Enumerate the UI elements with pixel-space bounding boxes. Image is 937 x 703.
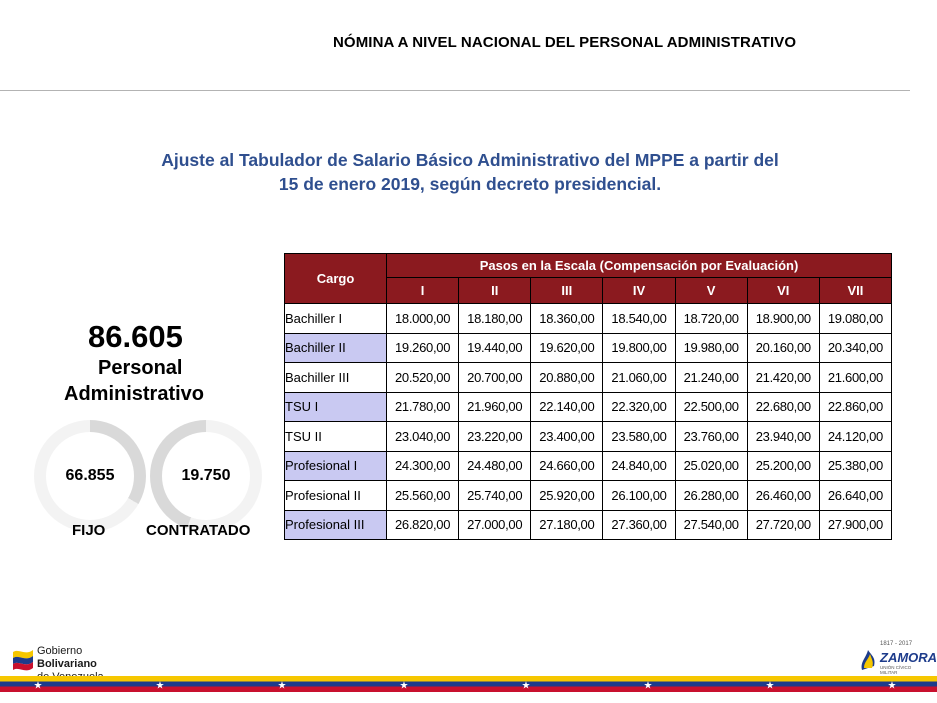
star-icon: ★ bbox=[277, 680, 287, 692]
salary-cell: 27.000,00 bbox=[459, 510, 531, 540]
subtitle-line-1: Ajuste al Tabulador de Salario Básico Administrativo del MPPE a partir del bbox=[161, 150, 779, 170]
subtitle-line-2: 15 de enero 2019, según decreto presidencial. bbox=[278, 174, 662, 194]
salary-cell: 20.880,00 bbox=[531, 363, 603, 393]
page-subtitle bbox=[60, 148, 880, 196]
star-icon: ★ bbox=[765, 680, 775, 692]
salary-cell: 23.220,00 bbox=[459, 422, 531, 452]
salary-cell: 19.800,00 bbox=[603, 333, 675, 363]
cargo-cell: TSU II bbox=[285, 422, 387, 452]
salary-cell: 20.160,00 bbox=[747, 333, 819, 363]
star-icon: ★ bbox=[643, 680, 653, 692]
table-row bbox=[285, 510, 892, 540]
header-divider bbox=[0, 90, 910, 91]
step-header: I bbox=[387, 278, 459, 304]
page-header-title: NÓMINA A NIVEL NACIONAL DEL PERSONAL ADMINISTRATIVO bbox=[333, 34, 797, 51]
table-row bbox=[285, 481, 892, 511]
salary-cell: 19.620,00 bbox=[531, 333, 603, 363]
salary-cell: 22.320,00 bbox=[603, 392, 675, 422]
salary-cell: 20.520,00 bbox=[387, 363, 459, 393]
total-label-line-2: Administrativo bbox=[64, 383, 205, 405]
table-row bbox=[285, 451, 892, 481]
cargo-cell: Profesional II bbox=[285, 481, 387, 511]
salary-cell: 27.180,00 bbox=[531, 510, 603, 540]
salary-cell: 19.080,00 bbox=[819, 304, 891, 334]
contratado-circle bbox=[150, 420, 262, 532]
table-row bbox=[285, 392, 892, 422]
salary-cell: 18.180,00 bbox=[459, 304, 531, 334]
fijo-value: 66.855 bbox=[46, 432, 134, 520]
table-row bbox=[285, 333, 892, 363]
star-icon: ★ bbox=[33, 680, 43, 692]
salary-cell: 24.660,00 bbox=[531, 451, 603, 481]
star-icon: ★ bbox=[155, 680, 165, 692]
cargo-cell: Profesional III bbox=[285, 510, 387, 540]
zamora-name: ZAMORA bbox=[880, 650, 937, 665]
salary-cell: 27.900,00 bbox=[819, 510, 891, 540]
cargo-cell: Bachiller I bbox=[285, 304, 387, 334]
step-header: IV bbox=[603, 278, 675, 304]
cargo-cell: Profesional I bbox=[285, 451, 387, 481]
salary-cell: 27.540,00 bbox=[675, 510, 747, 540]
salary-cell: 24.120,00 bbox=[819, 422, 891, 452]
salary-cell: 25.920,00 bbox=[531, 481, 603, 511]
salary-cell: 23.940,00 bbox=[747, 422, 819, 452]
fijo-circle bbox=[34, 420, 146, 532]
salary-cell: 21.240,00 bbox=[675, 363, 747, 393]
salary-cell: 18.720,00 bbox=[675, 304, 747, 334]
salary-cell: 27.720,00 bbox=[747, 510, 819, 540]
salary-cell: 26.640,00 bbox=[819, 481, 891, 511]
salary-cell: 25.740,00 bbox=[459, 481, 531, 511]
table-row bbox=[285, 422, 892, 452]
salary-cell: 18.000,00 bbox=[387, 304, 459, 334]
zamora-years: 1817 - 2017 bbox=[880, 641, 913, 647]
step-header: VII bbox=[819, 278, 891, 304]
salary-cell: 24.480,00 bbox=[459, 451, 531, 481]
salary-cell: 20.700,00 bbox=[459, 363, 531, 393]
table-row bbox=[285, 363, 892, 393]
total-label-line-1: Personal bbox=[98, 357, 183, 379]
salary-cell: 22.500,00 bbox=[675, 392, 747, 422]
pasos-header: Pasos en la Escala (Compensación por Evaluación) bbox=[387, 254, 892, 278]
salary-cell: 26.100,00 bbox=[603, 481, 675, 511]
salary-cell: 26.460,00 bbox=[747, 481, 819, 511]
salary-cell: 21.780,00 bbox=[387, 392, 459, 422]
star-icon: ★ bbox=[887, 680, 897, 692]
salary-cell: 18.540,00 bbox=[603, 304, 675, 334]
salary-cell: 25.380,00 bbox=[819, 451, 891, 481]
step-header: V bbox=[675, 278, 747, 304]
salary-cell: 23.580,00 bbox=[603, 422, 675, 452]
star-icon: ★ bbox=[521, 680, 531, 692]
salary-cell: 24.300,00 bbox=[387, 451, 459, 481]
gobierno-bolivariano-logo bbox=[11, 642, 131, 676]
salary-cell: 21.060,00 bbox=[603, 363, 675, 393]
salary-cell: 18.360,00 bbox=[531, 304, 603, 334]
zamora-logo bbox=[858, 640, 937, 676]
cargo-cell: Bachiller III bbox=[285, 363, 387, 393]
salary-cell: 19.440,00 bbox=[459, 333, 531, 363]
step-header: III bbox=[531, 278, 603, 304]
salary-cell: 27.360,00 bbox=[603, 510, 675, 540]
salary-cell: 24.840,00 bbox=[603, 451, 675, 481]
total-personal-value: 86.605 bbox=[88, 319, 183, 354]
gob-text-1b: Bolivariano bbox=[37, 658, 97, 670]
salary-cell: 21.600,00 bbox=[819, 363, 891, 393]
salary-cell: 22.140,00 bbox=[531, 392, 603, 422]
venezuela-flag-icon bbox=[11, 646, 35, 672]
salary-cell: 23.040,00 bbox=[387, 422, 459, 452]
salary-cell: 26.280,00 bbox=[675, 481, 747, 511]
zamora-emblem-icon bbox=[858, 646, 880, 672]
salary-table bbox=[284, 253, 892, 540]
step-header: II bbox=[459, 278, 531, 304]
cargo-header: Cargo bbox=[285, 254, 387, 304]
salary-cell: 21.960,00 bbox=[459, 392, 531, 422]
salary-cell: 19.260,00 bbox=[387, 333, 459, 363]
contratado-value: 19.750 bbox=[162, 432, 250, 520]
salary-cell: 20.340,00 bbox=[819, 333, 891, 363]
salary-cell: 23.760,00 bbox=[675, 422, 747, 452]
salary-cell: 18.900,00 bbox=[747, 304, 819, 334]
salary-cell: 19.980,00 bbox=[675, 333, 747, 363]
contratado-label: CONTRATADO bbox=[146, 522, 251, 539]
zamora-subtitle: UNIÓN CÍVICO MILITAR bbox=[880, 665, 912, 675]
salary-cell: 21.420,00 bbox=[747, 363, 819, 393]
star-icon: ★ bbox=[399, 680, 409, 692]
salary-cell: 22.680,00 bbox=[747, 392, 819, 422]
footer-stars bbox=[0, 676, 937, 692]
salary-cell: 25.020,00 bbox=[675, 451, 747, 481]
cargo-cell: TSU I bbox=[285, 392, 387, 422]
salary-cell: 22.860,00 bbox=[819, 392, 891, 422]
fijo-label: FIJO bbox=[72, 522, 106, 539]
cargo-cell: Bachiller II bbox=[285, 333, 387, 363]
gob-text-1a: Gobierno bbox=[37, 645, 83, 657]
salary-cell: 26.820,00 bbox=[387, 510, 459, 540]
salary-cell: 25.200,00 bbox=[747, 451, 819, 481]
salary-cell: 23.400,00 bbox=[531, 422, 603, 452]
table-row bbox=[285, 304, 892, 334]
salary-cell: 25.560,00 bbox=[387, 481, 459, 511]
step-header: VI bbox=[747, 278, 819, 304]
